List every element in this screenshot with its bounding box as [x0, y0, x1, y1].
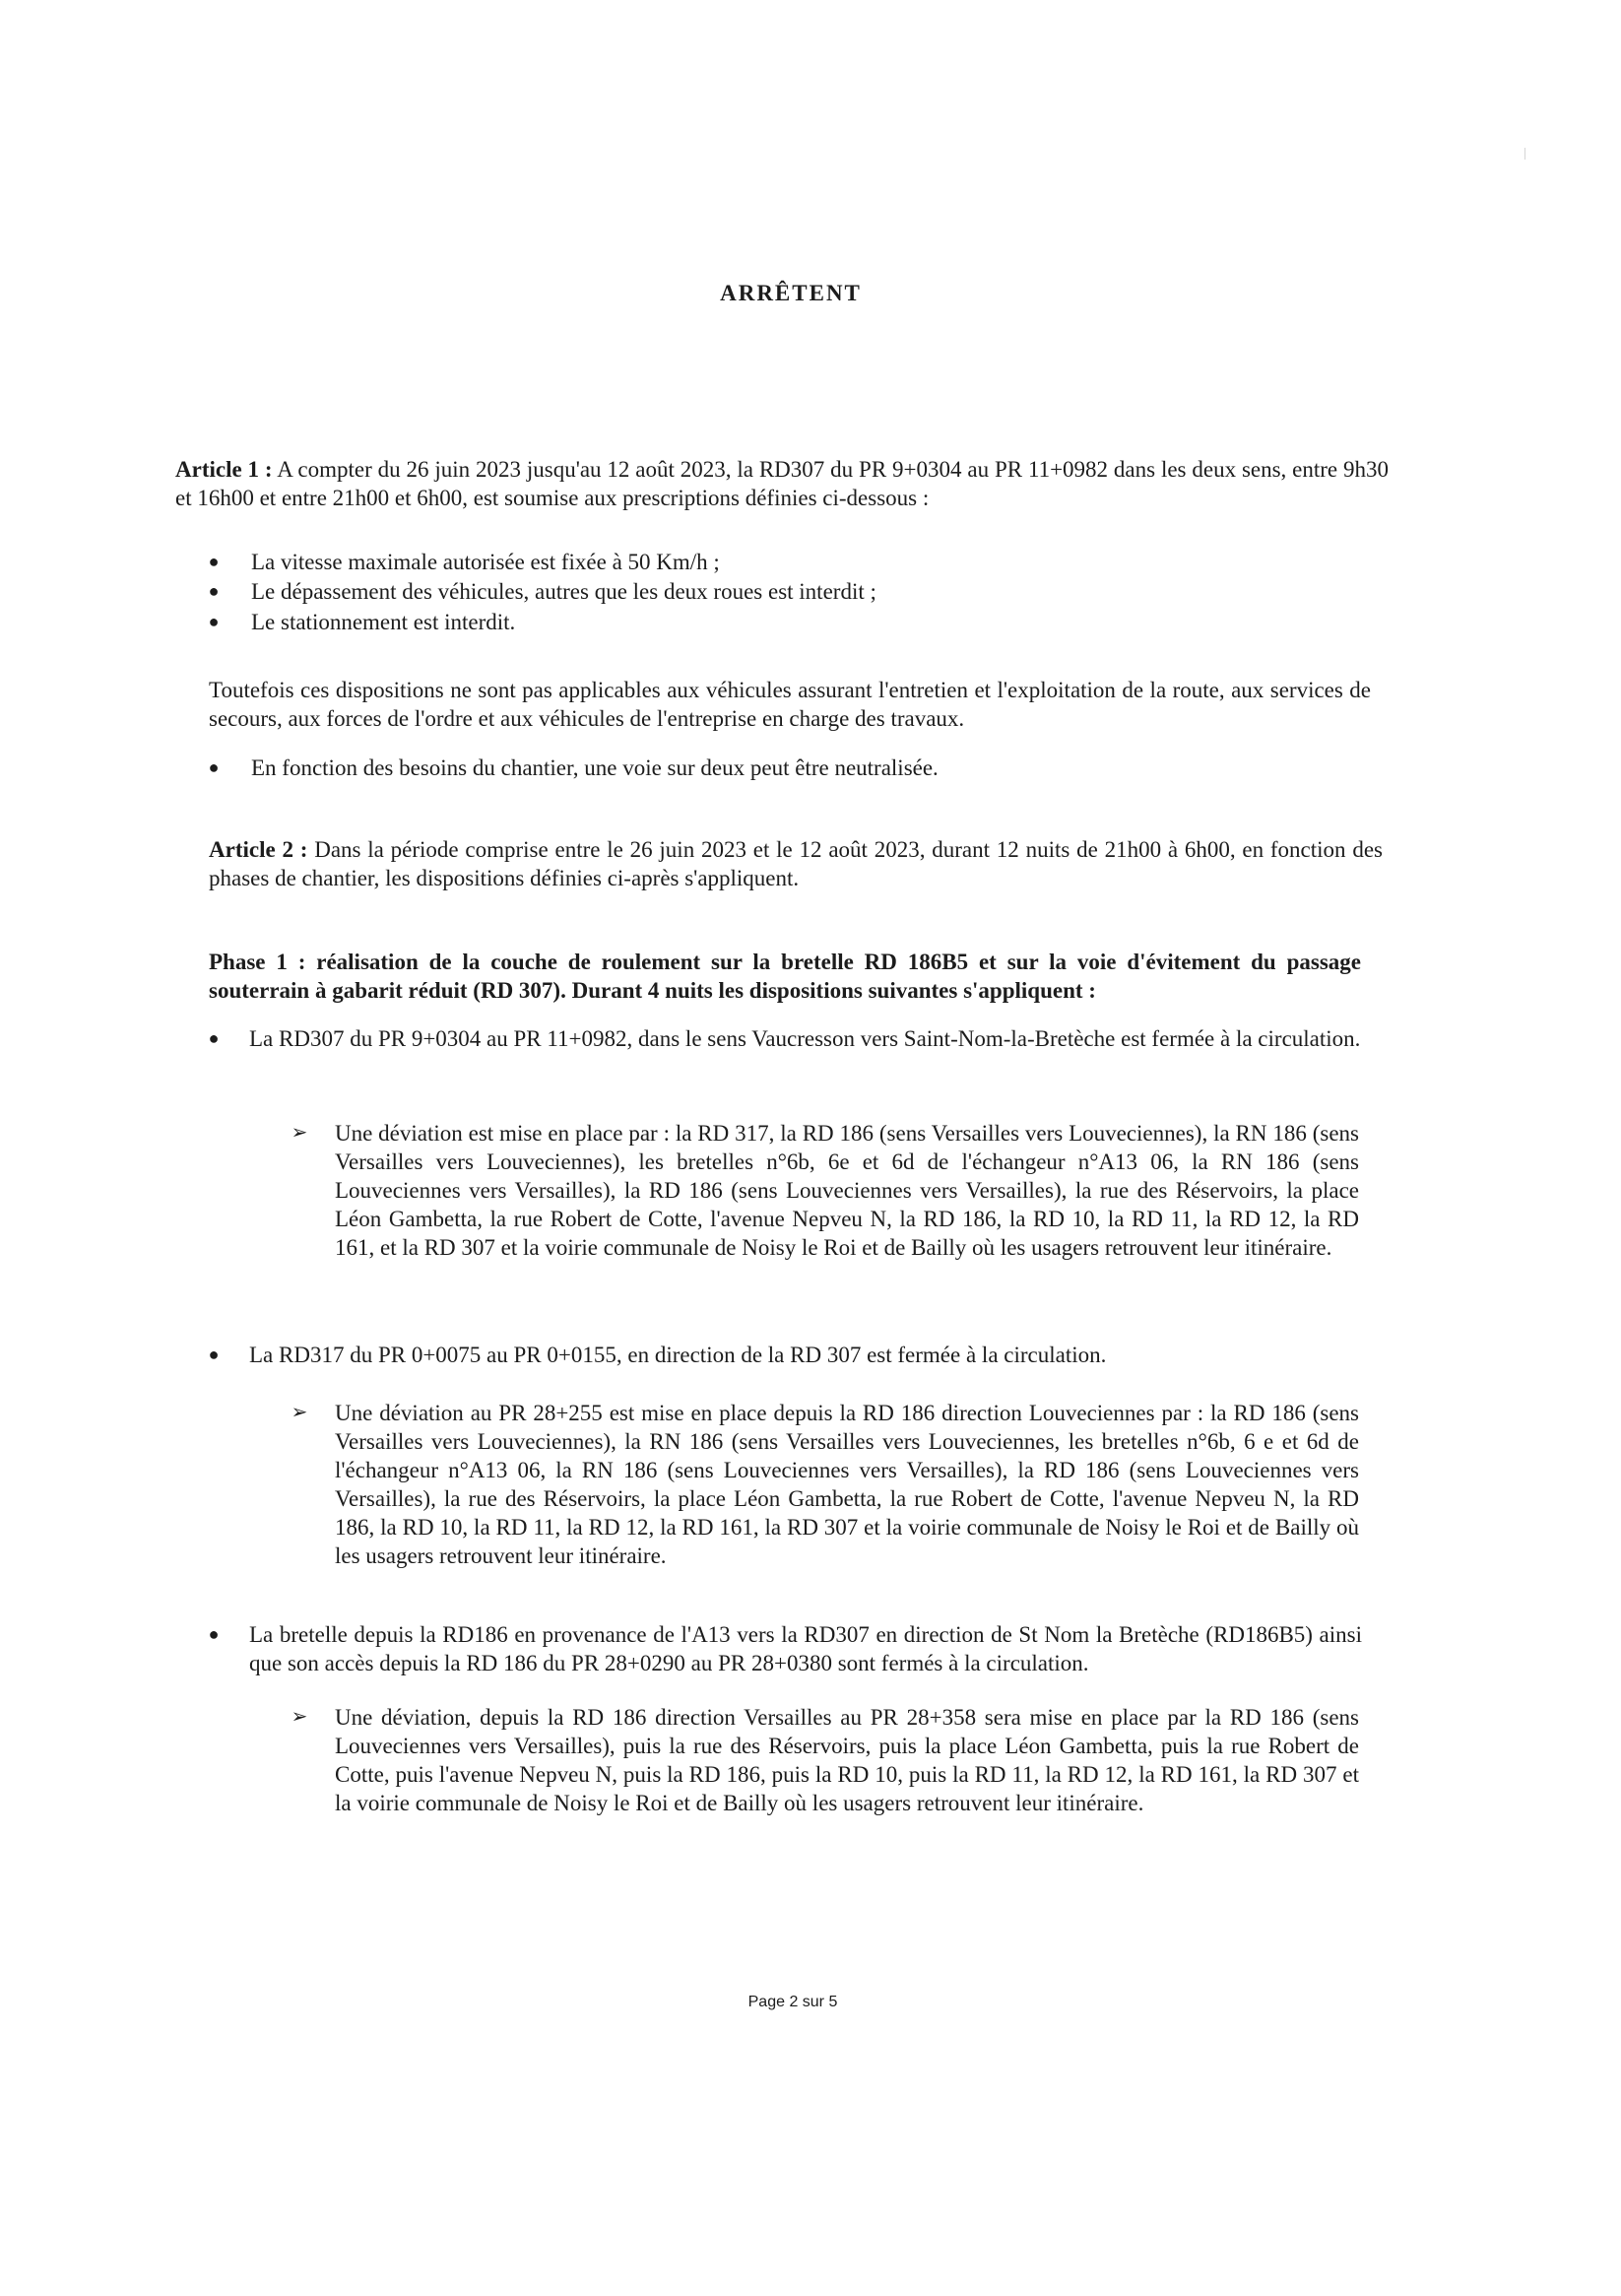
article-1-label: Article 1 : [175, 457, 273, 482]
phase-1-title: Phase 1 : réalisation de la couche de roulement sur la bretelle RD 186B5 et sur la voie d'évitement du passage souterrain à gabarit réduit (RD 307). Durant 4 nuits les dispositions suivantes s'appliquent : [209, 950, 1361, 1003]
page-heading: ARRÊTENT [720, 281, 862, 305]
arrowhead-icon: ➢ [291, 1122, 308, 1144]
phase-1-deviation-2: Une déviation au PR 28+255 est mise en place depuis la RD 186 direction Louveciennes par : la RD 186 (sens Versailles vers Louveciennes), la RN 186 (sens Versailles vers Louveciennes, les bretelles n°6b, 6 e et 6d de l'échangeur n°A13 06, la RN 186 (sens Louveciennes vers Versailles), la RD 186 (sens Louveciennes vers Versailles), la rue des Réservoirs, la place Léon Gambetta, la rue Robert de Cotte, l'avenue Nepveu N, la RD 186, la RD 10, la RD 11, la RD 12, la RD 161, la RD 307 et la voirie communale de Noisy le Roi et de Bailly où les usagers retrouvent leur itinéraire. [335, 1401, 1359, 1568]
phase-1-item-3: La bretelle depuis la RD186 en provenance de l'A13 vers la RD307 en direction de St Nom la Bretèche (RD186B5) ainsi que son accès depuis la RD 186 du PR 28+0290 au PR 28+0380 sont fermés à la circulation. [249, 1622, 1362, 1675]
arrowhead-icon: ➢ [291, 1402, 308, 1423]
article-1-text: A compter du 26 juin 2023 jusqu'au 12 août 2023, la RD307 du PR 9+0304 au PR 11+0982 dans les deux sens, entre 9h30 et 16h00 et entre 21h00 et 6h00, est soumise aux prescriptions définies ci-dessous : [175, 457, 1390, 510]
bullet-icon: ● [208, 581, 220, 601]
article-2-label: Article 2 : [209, 837, 308, 862]
bullet-icon: ● [208, 1345, 220, 1364]
phase-1-deviation-3: Une déviation, depuis la RD 186 direction Versailles au PR 28+358 sera mise en place par la RD 186 (sens Louveciennes vers Versailles), puis la rue des Réservoirs, puis la place Léon Gambetta, puis la rue Robert de Cotte, puis l'avenue Nepveu N, puis la RD 186, puis la RD 10, puis la RD 11, la RD 12, la RD 161, la RD 307 et la voirie communale de Noisy le Roi et de Bailly où les usagers retrouvent leur itinéraire. [335, 1705, 1359, 1815]
arrowhead-icon: ➢ [291, 1706, 308, 1728]
phase-1-item-1: La RD307 du PR 9+0304 au PR 11+0982, dans le sens Vaucresson vers Saint-Nom-la-Bretèche est fermée à la circulation. [249, 1026, 1361, 1051]
bullet-icon: ● [208, 1624, 220, 1644]
bullet-icon: ● [208, 1028, 220, 1048]
article-1-bullet-extra: En fonction des besoins du chantier, une voie sur deux peut être neutralisée. [251, 755, 939, 780]
phase-1-deviation-1: Une déviation est mise en place par : la RD 317, la RD 186 (sens Versailles vers Louveciennes), la RN 186 (sens Versailles vers Louveciennes), les bretelles n°6b, 6e et 6d de l'échangeur n°A13 06, la RN 186 (sens Louveciennes vers Versailles), la RD 186 (sens Louveciennes vers Versailles), la rue des Réservoirs, la place Léon Gambetta, la rue Robert de Cotte, l'avenue Nepveu N, la RD 186, la RD 10, la RD 11, la RD 12, la RD 161, et la RD 307 et la voirie communale de Noisy le Roi et de Bailly où les usagers retrouvent leur itinéraire. [335, 1121, 1359, 1260]
article-1-exception: Toutefois ces dispositions ne sont pas applicables aux véhicules assurant l'entretien et l'exploitation de la route, aux services de secours, aux forces de l'ordre et aux véhicules de l'entreprise en charge des travaux. [209, 678, 1371, 731]
bullet-icon: ● [208, 552, 220, 571]
scan-artifact [1524, 148, 1525, 160]
article-1-bullet-1: La vitesse maximale autorisée est fixée à 50 Km/h ; [251, 550, 720, 574]
article-1-bullet-2: Le dépassement des véhicules, autres que les deux roues est interdit ; [251, 579, 876, 604]
phase-1-item-2: La RD317 du PR 0+0075 au PR 0+0155, en direction de la RD 307 est fermée à la circulation. [249, 1343, 1107, 1367]
page-number: Page 2 sur 5 [747, 1994, 838, 2010]
bullet-icon: ● [208, 612, 220, 631]
article-2-paragraph [209, 835, 1383, 892]
article-1-paragraph [175, 455, 1389, 512]
article-1-bullet-3: Le stationnement est interdit. [251, 610, 516, 634]
bullet-icon: ● [208, 757, 220, 777]
article-2-text: Dans la période comprise entre le 26 juin 2023 et le 12 août 2023, durant 12 nuits de 21h00 à 6h00, en fonction des phases de chantier, les dispositions définies ci-après s'appliquent. [209, 837, 1383, 890]
